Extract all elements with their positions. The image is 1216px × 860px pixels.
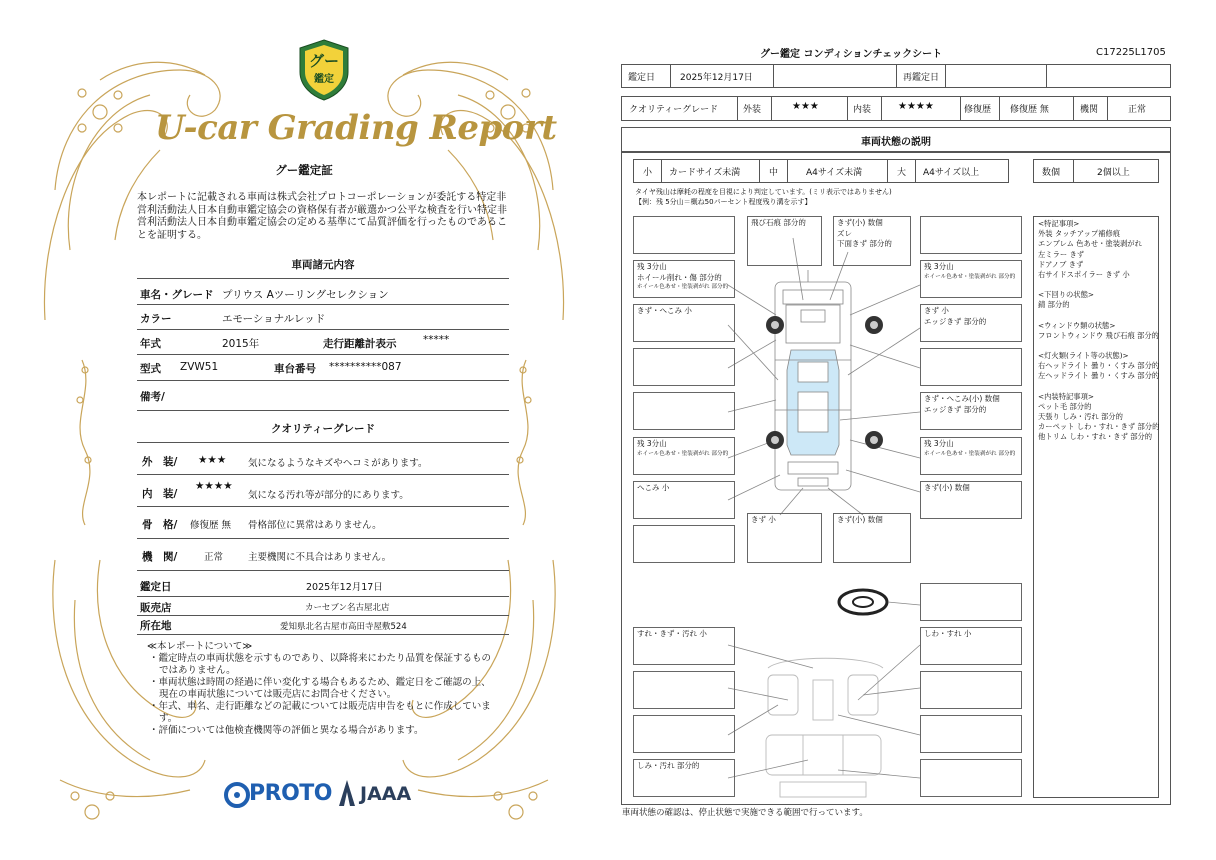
condition-text: エッジきず 部分的 bbox=[924, 316, 987, 326]
color-label: カラー bbox=[140, 313, 172, 325]
special-note-line: 左ミラー きず bbox=[1038, 249, 1085, 259]
divider bbox=[137, 278, 509, 279]
int-stars: ★★★★ bbox=[898, 101, 934, 112]
repair-value: 修復歴 無 bbox=[1010, 105, 1049, 115]
size-mid: 中 bbox=[769, 168, 779, 178]
engine-label: 機関 bbox=[1080, 105, 1099, 115]
interior-diagram bbox=[766, 658, 883, 797]
condition-text: ホイール削れ・傷 部分的 bbox=[637, 272, 722, 282]
size-large-desc: A4サイズ以上 bbox=[923, 168, 980, 178]
condition-text: 残 3分山 bbox=[924, 262, 954, 271]
special-note-line: <ウィンドウ類の状態> bbox=[1038, 320, 1116, 330]
divider bbox=[137, 442, 509, 443]
condition-text: 残 3分山 bbox=[637, 439, 667, 448]
steering-wheel-icon bbox=[839, 590, 920, 614]
mileage-label: 走行距離計表示 bbox=[323, 338, 397, 350]
condition-box bbox=[633, 216, 735, 254]
svg-text:グー: グー bbox=[308, 52, 340, 70]
condition-box-interior-front-left bbox=[633, 627, 735, 665]
grade-exterior-label: 外 装/ bbox=[142, 456, 178, 468]
special-note-line: ドアノブ きず bbox=[1038, 259, 1084, 269]
size-mid-desc: A4サイズ未満 bbox=[806, 168, 863, 178]
condition-box bbox=[920, 671, 1022, 709]
condition-box bbox=[920, 216, 1022, 254]
car-name-label: 車名・グレード bbox=[140, 289, 214, 301]
note-item: ・車両状態は時間の経過に伴い変化する場合もあるため、鑑定日をご確認の上、現在の車両状態については販売店にお問合せください。 bbox=[149, 677, 491, 700]
jaaa-logo: JAAA bbox=[360, 783, 412, 805]
condition-text: きず・へこみ 小 bbox=[637, 306, 692, 315]
size-small-desc: カードサイズ未満 bbox=[669, 168, 741, 178]
condition-text: ズレ bbox=[837, 228, 852, 238]
year-value: 2015年 bbox=[222, 338, 260, 350]
grade-engine-text: 主要機関に不具合はありません。 bbox=[248, 552, 392, 563]
condition-box-front-left bbox=[747, 216, 822, 266]
store-value: カーセブン名古屋北店 bbox=[305, 603, 390, 613]
grade-interior-text: 気になる汚れ等が部分的にあります。 bbox=[248, 490, 409, 501]
tire-note: タイヤ残山は摩耗の程度を目視により判定しています。(ミリ表示ではありません) bbox=[635, 188, 892, 196]
grade-frame-label: 骨 格/ bbox=[142, 519, 178, 531]
condition-box bbox=[633, 715, 735, 753]
condition-heading: 車両状態の説明 bbox=[861, 137, 931, 148]
repair-label: 修復歴 bbox=[964, 105, 992, 115]
divider bbox=[137, 538, 509, 539]
grade-exterior-stars: ★★★ bbox=[198, 454, 227, 466]
special-note-line: ペット毛 部分的 bbox=[1038, 401, 1092, 411]
report-notes bbox=[147, 641, 499, 737]
size-large: 大 bbox=[897, 168, 907, 178]
ext-label: 外装 bbox=[743, 105, 762, 115]
condition-text: きず(小) 数個 bbox=[924, 483, 970, 492]
condition-text: 残 3分山 bbox=[637, 262, 667, 271]
condition-text: ホイール色あせ・塗装剥がれ 部分的 bbox=[924, 450, 1016, 457]
condition-text: 飛び石痕 部分的 bbox=[751, 218, 806, 227]
condition-text: へこみ 小 bbox=[637, 483, 670, 492]
address-value: 愛知県北名古屋市高田寺屋敷524 bbox=[280, 622, 407, 632]
note-item: ・評価については他検査機関等の評価と異なる場合があります。 bbox=[149, 725, 424, 736]
condition-box-right-rear-tire bbox=[920, 437, 1022, 475]
grade-interior-label: 内 装/ bbox=[142, 488, 178, 500]
grade-engine-label: 機 関/ bbox=[142, 551, 178, 563]
grade-exterior-text: 気になるようなキズやヘコミがあります。 bbox=[248, 458, 428, 469]
condition-box bbox=[633, 525, 735, 563]
special-note-line: エンブレム 色あせ・塗装剥がれ bbox=[1038, 239, 1142, 249]
condition-text: すれ・きず・汚れ 小 bbox=[637, 629, 707, 638]
condition-box-right-rear bbox=[920, 481, 1022, 519]
year-label: 年式 bbox=[140, 338, 161, 350]
grade-engine-value: 正常 bbox=[204, 552, 224, 563]
condition-box-left-rear-tire bbox=[633, 437, 735, 475]
condition-text: きず(小) 数個 bbox=[837, 218, 883, 227]
size-small: 小 bbox=[643, 168, 653, 178]
special-note-line: フロントウィンドウ 飛び石痕 部分的 bbox=[1038, 330, 1159, 340]
condition-box-interior-rear-left bbox=[633, 759, 735, 797]
certificate-subtitle: グー鑑定証 bbox=[275, 163, 333, 177]
condition-text: きず 小 bbox=[751, 515, 776, 524]
condition-text: ホイール色あせ・塗装剥がれ 部分的 bbox=[924, 273, 1016, 280]
divider bbox=[137, 304, 509, 305]
divider bbox=[137, 634, 509, 635]
date-value: 2025年12月17日 bbox=[680, 73, 753, 83]
divider bbox=[137, 410, 509, 411]
condition-box bbox=[633, 348, 735, 386]
condition-box bbox=[920, 348, 1022, 386]
condition-text: きず・へこみ(小) 数個 bbox=[924, 394, 1000, 403]
condition-box-right-rear-door bbox=[920, 392, 1022, 430]
divider bbox=[137, 380, 509, 381]
int-label: 内装 bbox=[853, 105, 872, 115]
notes-title: ≪本レポートについて≫ bbox=[147, 641, 253, 652]
condition-box bbox=[633, 671, 735, 709]
condition-box bbox=[920, 759, 1022, 797]
condition-box-right-front-tire bbox=[920, 260, 1022, 298]
condition-text: エッジきず 部分的 bbox=[924, 404, 987, 414]
condition-box-rear-right bbox=[833, 513, 911, 563]
divider bbox=[137, 596, 509, 597]
condition-box-left-rear bbox=[633, 481, 735, 519]
divider bbox=[137, 570, 509, 571]
store-label: 販売店 bbox=[140, 602, 172, 614]
special-note-line: <灯火類(ライト等の状態)> bbox=[1038, 351, 1129, 361]
condition-text: きず(小) 数個 bbox=[837, 515, 883, 524]
special-note-line: 左ヘッドライト 曇り・くすみ 部分的 bbox=[1038, 371, 1160, 381]
note-item: ・鑑定時点の車両状態を示すものであり、以降将来にわたり品質を保証するものではありません。 bbox=[149, 653, 492, 676]
condition-box-steering bbox=[920, 583, 1022, 621]
special-note-line: 右サイドスポイラー きず 小 bbox=[1038, 270, 1130, 280]
address-label: 所在地 bbox=[140, 620, 172, 632]
condition-box-left-front bbox=[633, 304, 735, 342]
certificate-title: U-car Grading Report bbox=[155, 108, 557, 148]
specs-heading: 車両諸元内容 bbox=[291, 259, 355, 271]
model-label: 型式 bbox=[140, 363, 161, 375]
chassis-label: 車台番号 bbox=[274, 363, 316, 375]
condition-box-right-front bbox=[920, 304, 1022, 342]
date-value: 2025年12月17日 bbox=[306, 582, 383, 593]
special-note-line: <内装特記事項> bbox=[1038, 391, 1095, 401]
condition-box-rear-left bbox=[747, 513, 822, 563]
condition-box bbox=[633, 392, 735, 430]
condition-box-front-right bbox=[833, 216, 911, 266]
divider bbox=[137, 615, 509, 616]
date-label: 鑑定日 bbox=[140, 581, 172, 593]
count-desc: 2個以上 bbox=[1097, 168, 1130, 178]
sheet-code: C17225L1705 bbox=[1096, 47, 1166, 58]
grade-frame-value: 修復歴 無 bbox=[190, 520, 232, 531]
special-note-line: 外装 タッチアップ補修痕 bbox=[1038, 229, 1121, 239]
proto-logo-icon bbox=[224, 782, 250, 808]
condition-box-left-front-tire bbox=[633, 260, 735, 298]
special-note-line: 他トリム しわ・すれ・きず 部分的 bbox=[1038, 432, 1153, 442]
certificate-intro: 本レポートに記載される車両は株式会社プロトコーポレーションが委託する特定非営利活動法人日本自動車鑑定協会の資格保有者が厳選かつ公平な検査を行い特定非営利活動法人日本自動車鑑定協会の定める基準にて品質評価を行ったものであることを証明する。 bbox=[137, 192, 507, 241]
condition-box bbox=[920, 715, 1022, 753]
car-name-value: プリウス Aツーリングセレクション bbox=[222, 289, 389, 301]
note-item: ・年式、車名、走行距離などの記載については販売店申告をもとに作成しています。 bbox=[149, 701, 491, 724]
chassis-value: **********087 bbox=[329, 361, 402, 373]
grade-interior-stars: ★★★★ bbox=[195, 480, 233, 492]
tire-example: 【例：残 5分山＝概ね50パーセント程度残り溝を示す】 bbox=[635, 198, 812, 206]
proto-logo: PROTO bbox=[249, 781, 332, 806]
divider bbox=[137, 354, 509, 355]
special-note-line: 錆 部分的 bbox=[1038, 300, 1070, 310]
reinspect-label: 再鑑定日 bbox=[903, 73, 940, 83]
count-label: 数個 bbox=[1042, 168, 1061, 178]
grade-heading: クオリティーグレード bbox=[271, 423, 375, 435]
special-note-line: <特記事項> bbox=[1038, 219, 1080, 228]
condition-text: しみ・汚れ 部分的 bbox=[637, 761, 700, 770]
remarks-label: 備考/ bbox=[140, 391, 165, 403]
grade-frame-text: 骨格部位に異常はありません。 bbox=[248, 520, 382, 531]
sheet-title: グー鑑定 コンディションチェックシート bbox=[760, 49, 943, 60]
color-value: エモーショナルレッド bbox=[222, 313, 326, 325]
condition-check-sheet bbox=[608, 0, 1216, 860]
condition-text: ホイール色あせ・塗装剥がれ 部分的 bbox=[637, 284, 729, 290]
condition-text: 下面きず 部分的 bbox=[837, 239, 892, 248]
goo-kantei-emblem bbox=[296, 38, 352, 102]
condition-text: 残 3分山 bbox=[924, 439, 954, 448]
special-note-line: カーペット しわ・すれ・きず 部分的 bbox=[1038, 422, 1160, 432]
grade-label: クオリティーグレード bbox=[629, 105, 719, 115]
date-label: 鑑定日 bbox=[628, 73, 656, 83]
engine-value: 正常 bbox=[1128, 105, 1147, 115]
mileage-value: ***** bbox=[423, 334, 450, 346]
condition-text: きず 小 bbox=[924, 306, 949, 315]
special-note-line: 右ヘッドライト 曇り・くすみ 部分的 bbox=[1038, 361, 1160, 371]
special-note-line: 天張り しみ・汚れ 部分的 bbox=[1038, 412, 1123, 422]
condition-text: しわ・すれ 小 bbox=[924, 629, 972, 638]
divider bbox=[137, 506, 509, 507]
ext-stars: ★★★ bbox=[792, 101, 819, 112]
footer-note: 車両状態の確認は、停止状態で実施できる範囲で行っています。 bbox=[622, 808, 868, 818]
condition-box-interior-front-right bbox=[920, 627, 1022, 665]
special-note-line: <下回りの状態> bbox=[1038, 290, 1095, 300]
divider bbox=[137, 474, 509, 475]
model-value: ZVW51 bbox=[180, 361, 219, 373]
svg-text:鑑定: 鑑定 bbox=[314, 74, 334, 85]
jaaa-logo-icon bbox=[337, 778, 357, 808]
condition-text: ホイール色あせ・塗装剥がれ 部分的 bbox=[637, 450, 729, 457]
divider bbox=[137, 329, 509, 330]
